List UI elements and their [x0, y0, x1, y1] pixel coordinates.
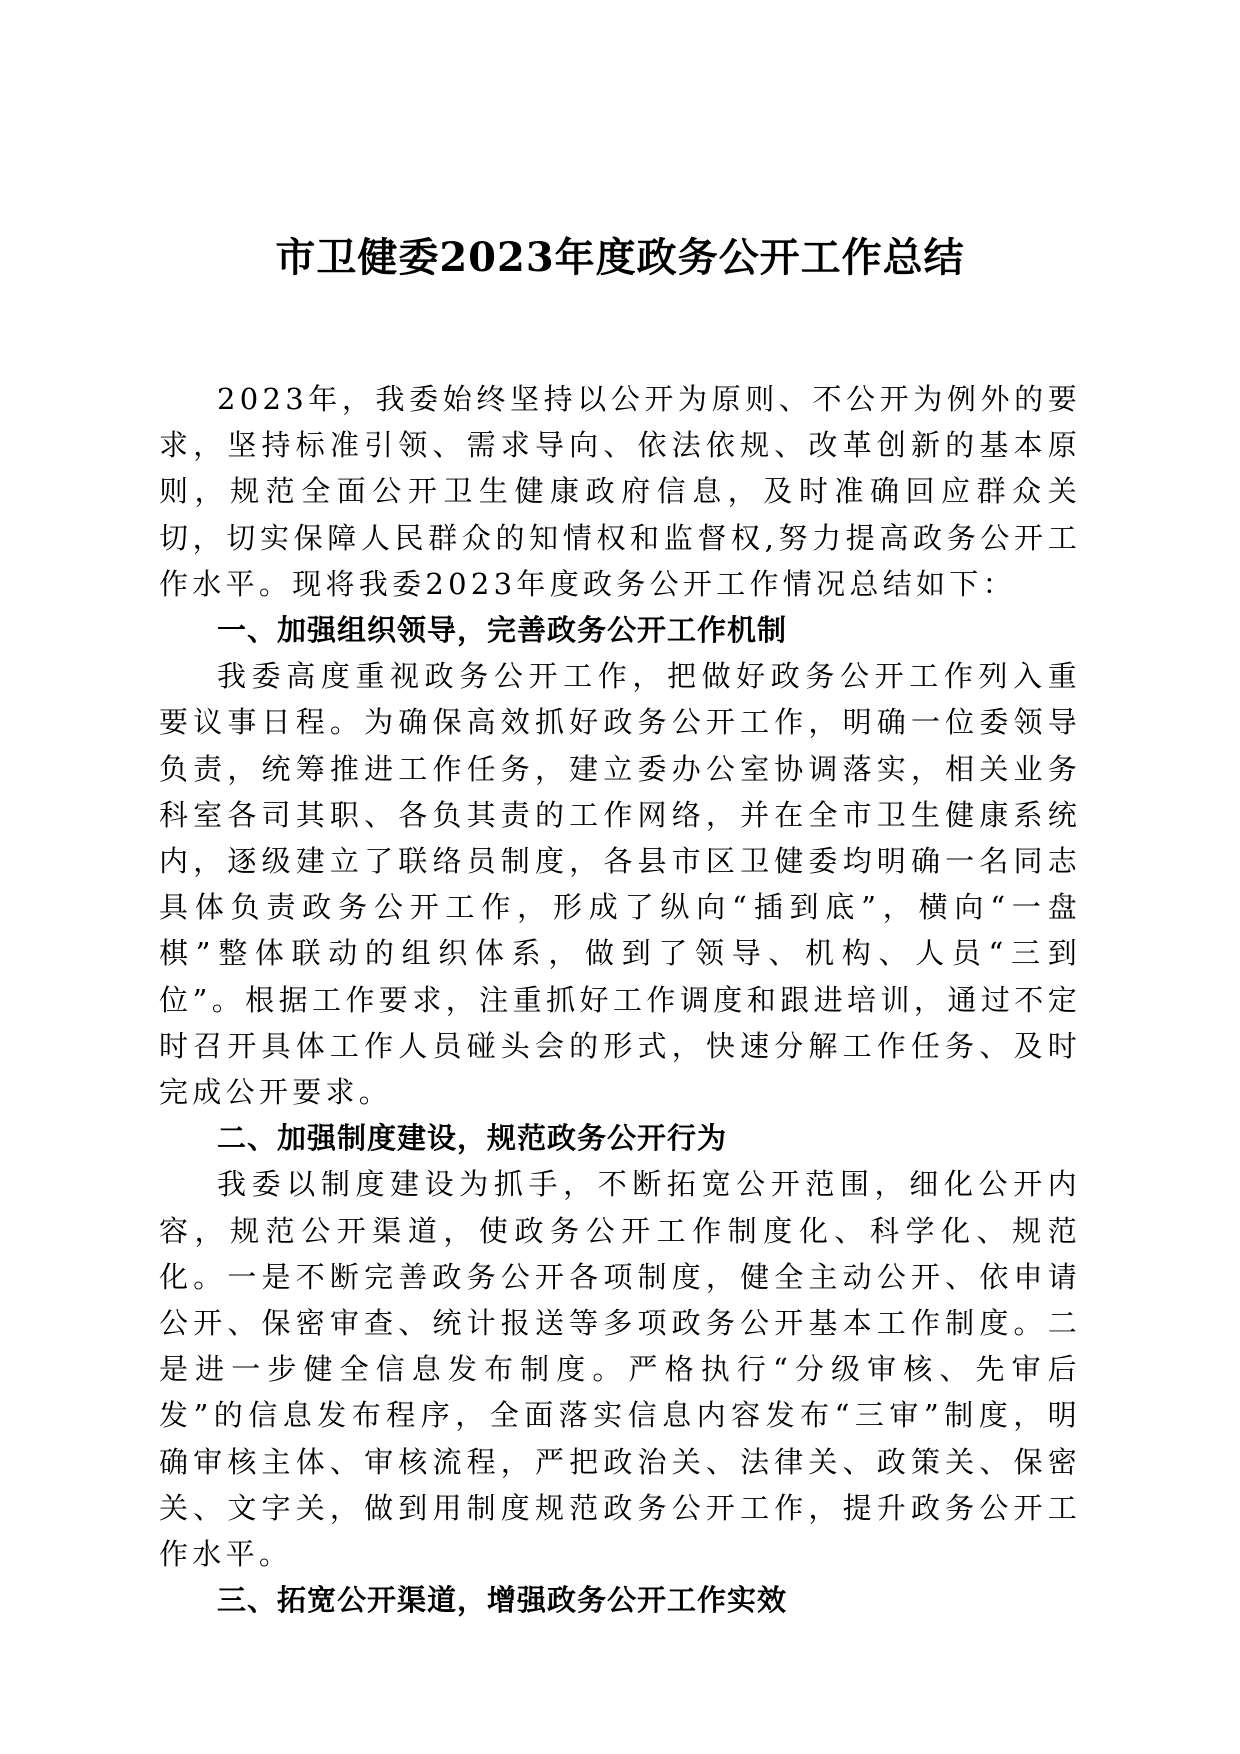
intro-paragraph: 2023年，我委始终坚持以公开为原则、不公开为例外的要求，坚持标准引领、需求导向、依法依规、改革创新的基本原则，规范全面公开卫生健康政府信息，及时准确回应群众关切，切实保障人民群众的知情权和监督权,努力提高政务公开工作水平。现将我委2023年度政务公开工作情况总结如下：	[159, 382, 1081, 601]
section-heading-3: 三、拓宽公开渠道，增强政务公开工作实效	[217, 1583, 788, 1618]
document-body	[159, 376, 1081, 1623]
section-body-2: 我委以制度建设为抓手，不断拓宽公开范围，细化公开内容，规范公开渠道，使政务公开工作制度化、科学化、规范化。一是不断完善政务公开各项制度，健全主动公开、依申请公开、保密审查、统计报送等多项政务公开基本工作制度。二是进一步健全信息发布制度。严格执行“分级审核、先审后发”的信息发布程序，全面落实信息内容发布“三审”制度，明确审核主体、审核流程，严把政治关、法律关、政策关、保密关、文字关，做到用制度规范政务公开工作，提升政务公开工作水平。	[159, 1167, 1081, 1572]
section-heading-2: 二、加强制度建设，规范政务公开行为	[217, 1121, 728, 1156]
document-title: 市卫健委2023年度政务公开工作总结	[275, 234, 965, 281]
section-body-1: 我委高度重视政务公开工作，把做好政务公开工作列入重要议事日程。为确保高效抓好政务公开工作，明确一位委领导负责，统筹推进工作任务，建立委办公室协调落实，相关业务科室各司其职、各负其责的工作网络，并在全市卫生健康系统内，逐级建立了联络员制度，各县市区卫健委均明确一名同志具体负责政务公开工作，形成了纵向“插到底”，横向“一盘棋”整体联动的组织体系，做到了领导、机构、人员“三到位”。根据工作要求，注重抓好工作调度和跟进培训，通过不定时召开具体工作人员碰头会的形式，快速分解工作任务、及时完成公开要求。	[159, 659, 1081, 1110]
section-heading-1: 一、加强组织领导，完善政务公开工作机制	[217, 613, 788, 648]
